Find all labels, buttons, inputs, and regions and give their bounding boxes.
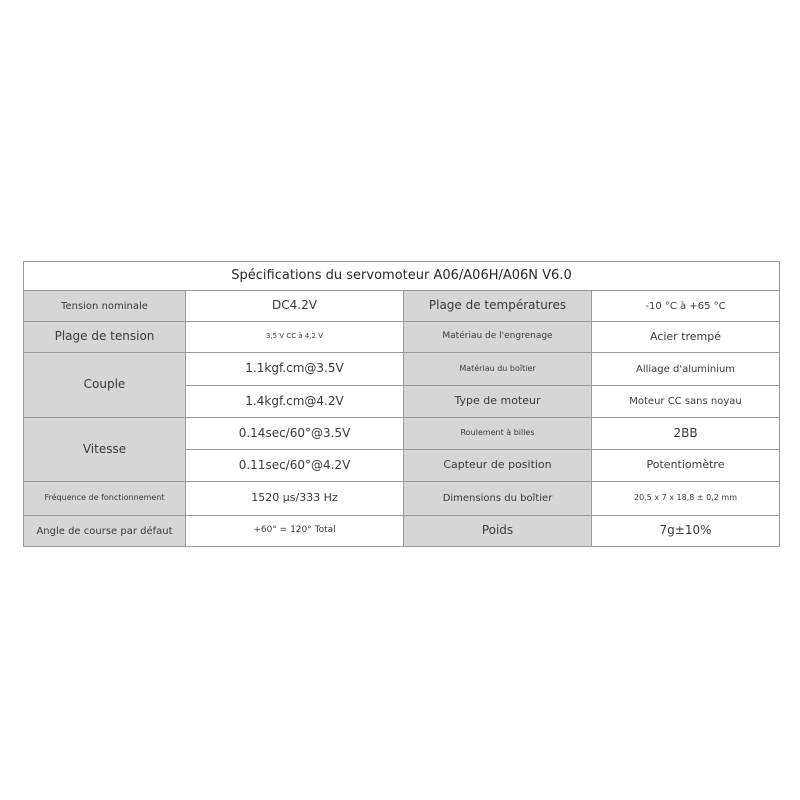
motor-type-value: Moteur CC sans noyau xyxy=(592,386,780,418)
speed-label: Vitesse xyxy=(24,418,186,482)
speed-value-3v5: 0.14sec/60°@3.5V xyxy=(186,418,404,450)
torque-value-4v2: 1.4kgf.cm@4.2V xyxy=(186,386,404,418)
table-row xyxy=(24,516,780,547)
operating-frequency-value: 1520 μs/333 Hz xyxy=(186,482,404,516)
servo-spec-table xyxy=(23,261,780,547)
travel-angle-value: +60° = 120° Total xyxy=(186,516,404,547)
ball-bearing-value: 2BB xyxy=(592,418,780,450)
temperature-range-label: Plage de températures xyxy=(404,291,592,322)
voltage-range-label: Plage de tension xyxy=(24,322,186,353)
case-material-label: Matériau du boîtier xyxy=(404,353,592,386)
position-sensor-value: Potentiomètre xyxy=(592,450,780,482)
case-material-value: Alliage d'aluminium xyxy=(592,353,780,386)
torque-label: Couple xyxy=(24,353,186,418)
motor-type-label: Type de moteur xyxy=(404,386,592,418)
torque-value-3v5: 1.1kgf.cm@3.5V xyxy=(186,353,404,386)
table-row xyxy=(24,418,780,450)
weight-label: Poids xyxy=(404,516,592,547)
operating-frequency-label: Fréquence de fonctionnement xyxy=(24,482,186,516)
case-dimensions-value: 20,5 x 7 x 18,8 ± 0,2 mm xyxy=(592,482,780,516)
table-title: Spécifications du servomoteur A06/A06H/A06N V6.0 xyxy=(24,262,780,291)
rated-voltage-label: Tension nominale xyxy=(24,291,186,322)
weight-value: 7g±10% xyxy=(592,516,780,547)
ball-bearing-label: Roulement à billes xyxy=(404,418,592,450)
gear-material-value: Acier trempé xyxy=(592,322,780,353)
voltage-range-value: 3,5 V CC à 4,2 V xyxy=(186,322,404,353)
speed-value-4v2: 0.11sec/60°@4.2V xyxy=(186,450,404,482)
table-row xyxy=(24,322,780,353)
travel-angle-label: Angle de course par défaut xyxy=(24,516,186,547)
table-row xyxy=(24,291,780,322)
rated-voltage-value: DC4.2V xyxy=(186,291,404,322)
gear-material-label: Matériau de l'engrenage xyxy=(404,322,592,353)
position-sensor-label: Capteur de position xyxy=(404,450,592,482)
table-row xyxy=(24,482,780,516)
case-dimensions-label: Dimensions du boîtier xyxy=(404,482,592,516)
temperature-range-value: -10 °C à +65 °C xyxy=(592,291,780,322)
table-row xyxy=(24,353,780,386)
title-row xyxy=(24,262,780,291)
